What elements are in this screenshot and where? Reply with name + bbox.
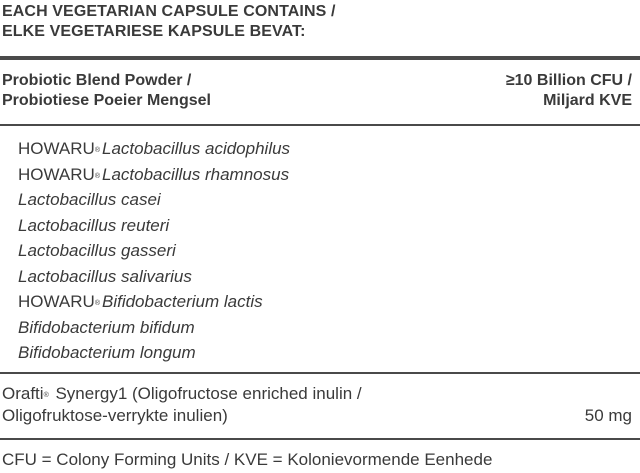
strain-species: Lactobacillus acidophilus <box>101 139 291 158</box>
header-divider <box>0 56 640 60</box>
blend-amount <box>506 71 632 111</box>
strain-registered-mark: ® <box>94 147 100 154</box>
strain-brand: HOWARU <box>18 292 95 311</box>
fiber-line-2: Oligofruktose-verrykte inulien) <box>2 406 228 425</box>
strain-item <box>18 340 290 366</box>
strains-divider <box>0 372 640 374</box>
header-line-afrikaans: ELKE VEGETARIESE KAPSULE BEVAT: <box>2 23 306 40</box>
blend-amount-afrikaans: Miljard KVE <box>543 92 632 109</box>
blend-divider <box>0 124 640 126</box>
fiber-row <box>2 383 632 427</box>
strain-item <box>18 315 290 341</box>
fiber-line-1 <box>2 383 632 405</box>
fiber-registered-mark: ® <box>43 392 49 399</box>
fiber-brand: Orafti <box>2 384 44 403</box>
strain-brand: HOWARU <box>18 164 95 184</box>
footnote: CFU = Colony Forming Units / KVE = Kolonievormende Eenhede <box>2 450 493 469</box>
strain-brand: HOWARU <box>18 139 95 158</box>
strain-species: Bifidobacterium longum <box>18 343 196 362</box>
blend-name-afrikaans: Probiotiese Poeier Mengsel <box>2 92 211 109</box>
strain-item <box>18 264 290 290</box>
strain-species: Lactobacillus reuteri <box>18 215 170 235</box>
strain-item <box>18 162 290 188</box>
strain-item <box>18 289 290 315</box>
strain-item <box>18 136 290 162</box>
strain-item <box>18 187 290 213</box>
blend-name <box>2 71 211 111</box>
blend-name-english: Probiotic Blend Powder / <box>2 72 192 89</box>
strain-list <box>18 136 290 366</box>
strain-species: Lactobacillus salivarius <box>18 266 192 286</box>
strain-registered-mark: ® <box>94 172 100 180</box>
strain-species: Lactobacillus gasseri <box>18 241 176 260</box>
fiber-amount: 50 mg <box>584 406 632 425</box>
strain-species: Lactobacillus rhamnosus <box>101 164 290 184</box>
strain-species: Lactobacillus casei <box>18 190 161 209</box>
strain-species: Bifidobacterium lactis <box>101 292 263 311</box>
strain-item <box>18 213 290 239</box>
label-header <box>2 2 336 42</box>
header-line-english: EACH VEGETARIAN CAPSULE CONTAINS / <box>2 3 336 20</box>
fiber-divider <box>0 438 640 440</box>
fiber-description: Synergy1 (Oligofructose enriched inulin / <box>50 384 362 403</box>
strain-species: Bifidobacterium bifidum <box>18 317 195 337</box>
strain-item <box>18 238 290 264</box>
blend-amount-english: ≥10 Billion CFU / <box>505 72 632 89</box>
strain-registered-mark: ® <box>94 300 100 307</box>
